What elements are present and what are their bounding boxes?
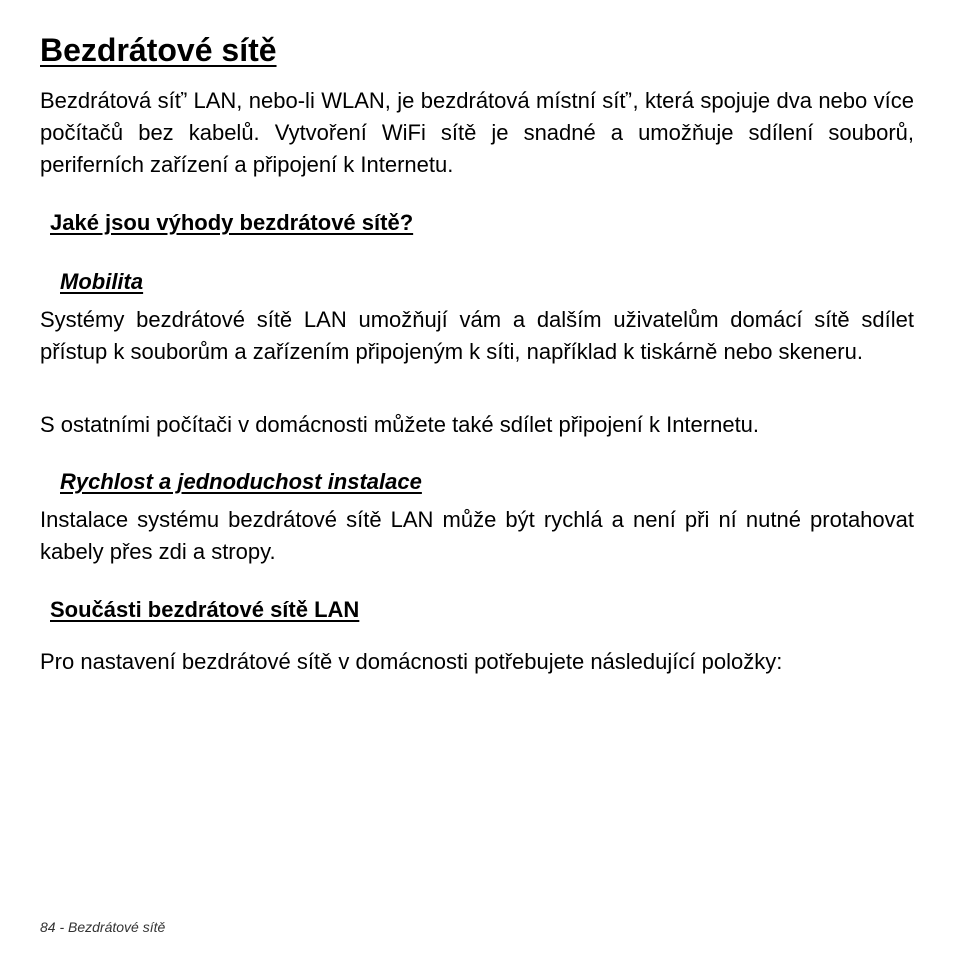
section-heading-components: Součásti bezdrátové sítě LAN (50, 597, 360, 622)
page-title: Bezdrátové sítě (40, 32, 277, 68)
page-footer: 84 - Bezdrátové sítě (40, 919, 166, 935)
intro-paragraph: Bezdrátová síť’ LAN, nebo-li WLAN, je bezdrátová místní síť’, která spojuje dva nebo více počítačů bez kabelů. Vytvoření WiFi sítě je snadné a umožňuje sdílení souborů, periferních zařízení a připojení k Internetu. (40, 88, 914, 177)
mobility-paragraph-1: Systémy bezdrátové sítě LAN umožňují vám a dalším uživatelům domácí sítě sdílet přístup k souborům a zařízením připojeným k síti, například k tiskárně nebo skeneru. (40, 307, 914, 364)
section-heading-advantages: Jaké jsou výhody bezdrátové sítě? (50, 210, 414, 235)
mobility-paragraph-2: S ostatními počítači v domácnosti můžete také sdílet připojení k Internetu. (40, 412, 760, 437)
installation-paragraph: Instalace systému bezdrátové sítě LAN může být rychlá a není při ní nutné protahovat kabely přes zdi a stropy. (40, 507, 914, 564)
components-paragraph: Pro nastavení bezdrátové sítě v domácnosti potřebujete následující položky: (40, 649, 783, 674)
subheading-mobility: Mobilita (60, 269, 144, 294)
subheading-speed-installation: Rychlost a jednoduchost instalace (60, 469, 422, 494)
